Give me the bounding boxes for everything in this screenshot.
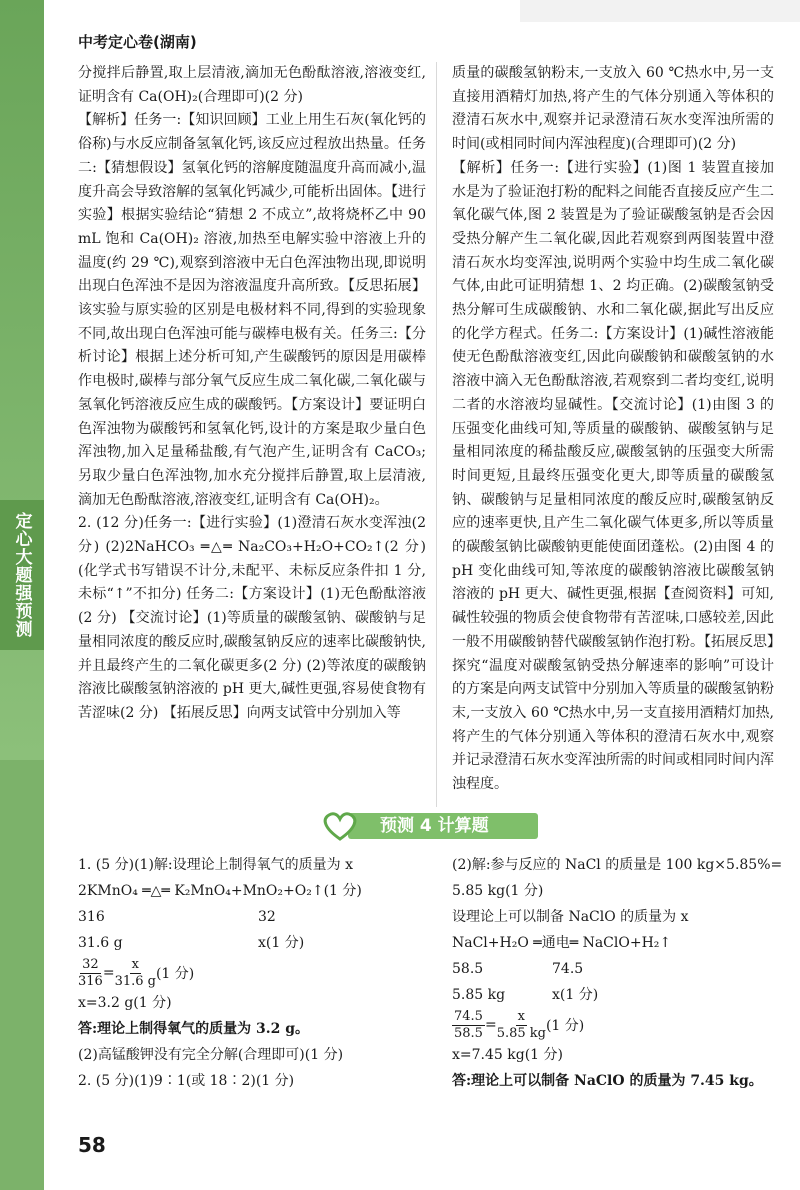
q1-row-b-right: x(1 分) <box>258 935 305 951</box>
q1-fraction-1 <box>78 957 103 990</box>
left-para-2: 【解析】任务一:【知识回顾】工业上用生石灰(氧化钙的俗称)与水反应制备氢氧化钙,该反应过程放出热量。任务二:【猜想假设】氢氧化钙的溶解度随温度升高而减小,温度升高会导致溶解的氢氧化钙减少,可能析出固体。【进行实验】根据实验结论“猜想 2 不成立”,故将烧杯乙中 90 mL 饱和 Ca(OH)₂ 溶液,加热至电解实验中溶液上升的温度(约 29 ℃),观察到溶液中无白色浑浊物出现,即说明出现白色浑浊不是因为溶液温度升高所致。【反思拓展】该实验与原实验的区别是电极材料不同,得到的实验现象不同,故出现白色浑浊可能与碳棒电极有关。任务三:【分析讨论】根据上述分析可知,产生碳酸钙的原因是用碳棒作电极时,碳棒与部分氧气反应生成二氧化碳,二氧化碳与氢氧化钙溶液反应生成的碳酸钙。【方案设计】要证明白色浑浊物为碳酸钙和氢氧化钙,设计的方案是取少量白色浑浊物,加入足量稀盐酸,有气泡产生,证明含有 CaCO₃;另取少量白色浑浊物,加水充分搅拌后静置,取上层清液,滴加无色酚酞溶液,溶液变红,证明含有 Ca(OH)₂。 <box>78 112 426 508</box>
q1-intro: 1. (5 分)(1)解:设理论上制得氧气的质量为 x <box>78 857 353 873</box>
rc-answer: 答:理论上可以制备 NaClO 的质量为 7.45 kg。 <box>452 1073 763 1089</box>
q1-frac2-den: 31.6 g <box>114 973 156 989</box>
q1-frac2-num: x <box>131 956 139 972</box>
q1-result: x=3.2 g(1 分) <box>78 995 172 1011</box>
q1-row-b <box>78 930 423 956</box>
rc-frac1-num: 74.5 <box>454 1008 483 1024</box>
banner-label: 预测 4 计算题 <box>380 816 489 836</box>
q1-solution <box>78 852 423 1094</box>
right-para-1: 质量的碳酸氢钠粉末,一支放入 60 ℃热水中,另一支直接用酒精灯加热,将产生的气体分别通入等体积的澄清石灰水中,观察并记录澄清石灰水变浑浊所需的时间(或相同时间内浑浊程度)(合理即可)(2 分) <box>452 65 774 153</box>
q1-equation: 2KMnO₄ ═△═ K₂MnO₄+MnO₂+O₂↑(1 分) <box>78 883 362 899</box>
rc-fraction-1 <box>452 1009 485 1042</box>
rc-line-2: 5.85 kg(1 分) <box>452 883 544 899</box>
rc-result: x=7.45 kg(1 分) <box>452 1047 563 1063</box>
q1-row-b-left: 31.6 g <box>78 935 123 951</box>
rc-frac2-den: 5.85 kg <box>496 1025 546 1041</box>
section-banner <box>320 809 538 843</box>
q1-frac1-num: 32 <box>82 956 99 972</box>
rc-frac-score: (1 分) <box>545 1018 585 1034</box>
rc-row-a-left: 58.5 <box>452 961 484 977</box>
column-divider <box>436 62 437 807</box>
q2-calculation <box>452 852 783 1094</box>
scan-edge <box>520 0 800 22</box>
equals-sign: = <box>102 965 115 981</box>
q1-fraction-2 <box>115 957 156 990</box>
side-tab: 定心大题强预测 <box>0 500 44 650</box>
q1-frac-score: (1 分) <box>155 966 195 982</box>
q1-row-a <box>78 904 423 930</box>
right-column <box>452 62 774 797</box>
heart-icon <box>320 811 360 841</box>
rc-row-b-left: 5.85 kg <box>452 987 506 1003</box>
q1-answer: 答:理论上制得氧气的质量为 3.2 g。 <box>78 1021 310 1037</box>
rc-line-1: (2)解:参与反应的 NaCl 的质量是 100 kg×5.85%= <box>452 857 783 873</box>
rc-proportion <box>452 1008 774 1042</box>
left-para-3: 2. (12 分)任务一:【进行实验】(1)澄清石灰水变浑浊(2 分) (2)2NaHCO₃ ═△═ Na₂CO₃+H₂O+CO₂↑(2 分)(化学式书写错误不计分,未配平、未标反应条件扣 1 分,未标“↑”不扣分) 任务二:【方案设计】(1)无色酚酞溶液(2 分) 【交流讨论】(1)等质量的碳酸氢钠、碳酸钠与足量相同浓度的酸反应时,碳酸氢钠反应的速率比碳酸钠快,并且最终产生的二氧化碳更多(2 分) (2)等浓度的碳酸钠溶液比碳酸氢钠溶液的 pH 更大,碱性更强,容易使食物有苦涩味(2 分) 【拓展反思】向两支试管中分别加入等 <box>78 515 426 721</box>
rc-row-a <box>452 956 774 982</box>
rc-row-a-right: 74.5 <box>552 961 584 977</box>
rc-row-b <box>452 982 774 1008</box>
left-column <box>78 62 426 726</box>
rc-line-3: 设理论上可以制备 NaClO 的质量为 x <box>452 909 689 925</box>
q1-row-a-right: 32 <box>258 909 276 925</box>
equals-sign: = <box>484 1017 497 1033</box>
q1-proportion <box>78 956 423 990</box>
rc-row-b-right: x(1 分) <box>552 987 599 1003</box>
q1-part2: (2)高锰酸钾没有完全分解(合理即可)(1 分) <box>78 1047 344 1063</box>
page-number: 58 <box>78 1133 106 1157</box>
header-title: 中考定心卷(湖南) <box>78 33 197 51</box>
rc-frac2-num: x <box>517 1008 525 1024</box>
q1-frac1-den: 316 <box>78 973 103 989</box>
rc-equation: NaCl+H₂O ═通电═ NaClO+H₂↑ <box>452 935 672 951</box>
rc-fraction-2 <box>497 1009 546 1042</box>
right-para-2: 【解析】任务一:【进行实验】(1)图 1 装置直接加水是为了验证泡打粉的配料之间能否直接反应产生二氧化碳气体,图 2 装置是为了验证碳酸氢钠是否会因受热分解产生二氧化碳,因此若观察到两图装置中澄清石灰水均变浑浊,说明两个实验中均生成二氧化碳气体,由此可证明猜想 1、2 均正确。(2)碳酸氢钠受热分解可生成碳酸钠、水和二氧化碳,据此写出反应的化学方程式。任务二:【方案设计】(1)碱性溶液能使无色酚酞溶液变红,因此向碳酸钠和碳酸氢钠的水溶液中滴入无色酚酞溶液,若观察到二者均变红,说明二者的水溶液均显碱性。【交流讨论】(1)由图 3 的压强变化曲线可知,等质量的碳酸钠、碳酸氢钠与足量相同浓度的稀盐酸反应,碳酸氢钠的压强变大所需时间更短,且最终压强变化更大,即等质量的碳酸氢钠、碳酸钠与足量相同浓度的酸反应时,碳酸氢钠反应的速率更快,且产生二氧化碳气体更多,所以等质量的碳酸氢钠比碳酸钠更能使面团蓬松。(2)由图 4 的 pH 变化曲线可知,等浓度的碳酸钠溶液比碳酸氢钠溶液的 pH 更大、碱性更强,根据【查阅资料】可知,碱性较强的物质会使食物带有苦涩味,口感较差,因此一般不用碳酸钠替代碳酸氢钠作泡打粉。【拓展反思】探究“温度对碳酸氢钠受热分解速率的影响”可设计的方案是向两支试管中分别加入等质量的碳酸氢钠粉末,一支放入 60 ℃热水中,另一支直接用酒精灯加热,将产生的气体分别通入等体积的澄清石灰水中,观察并记录澄清石灰水变浑浊所需的时间或相同时间内浑浊程度。 <box>452 159 774 793</box>
left-para-1: 分搅拌后静置,取上层清液,滴加无色酚酞溶液,溶液变红,证明含有 Ca(OH)₂(合理即可)(2 分) <box>78 65 426 105</box>
rc-frac1-den: 58.5 <box>454 1025 483 1041</box>
q2-text: 2. (5 分)(1)9∶1(或 18∶2)(1 分) <box>78 1073 295 1089</box>
q1-row-a-left: 316 <box>78 909 105 925</box>
